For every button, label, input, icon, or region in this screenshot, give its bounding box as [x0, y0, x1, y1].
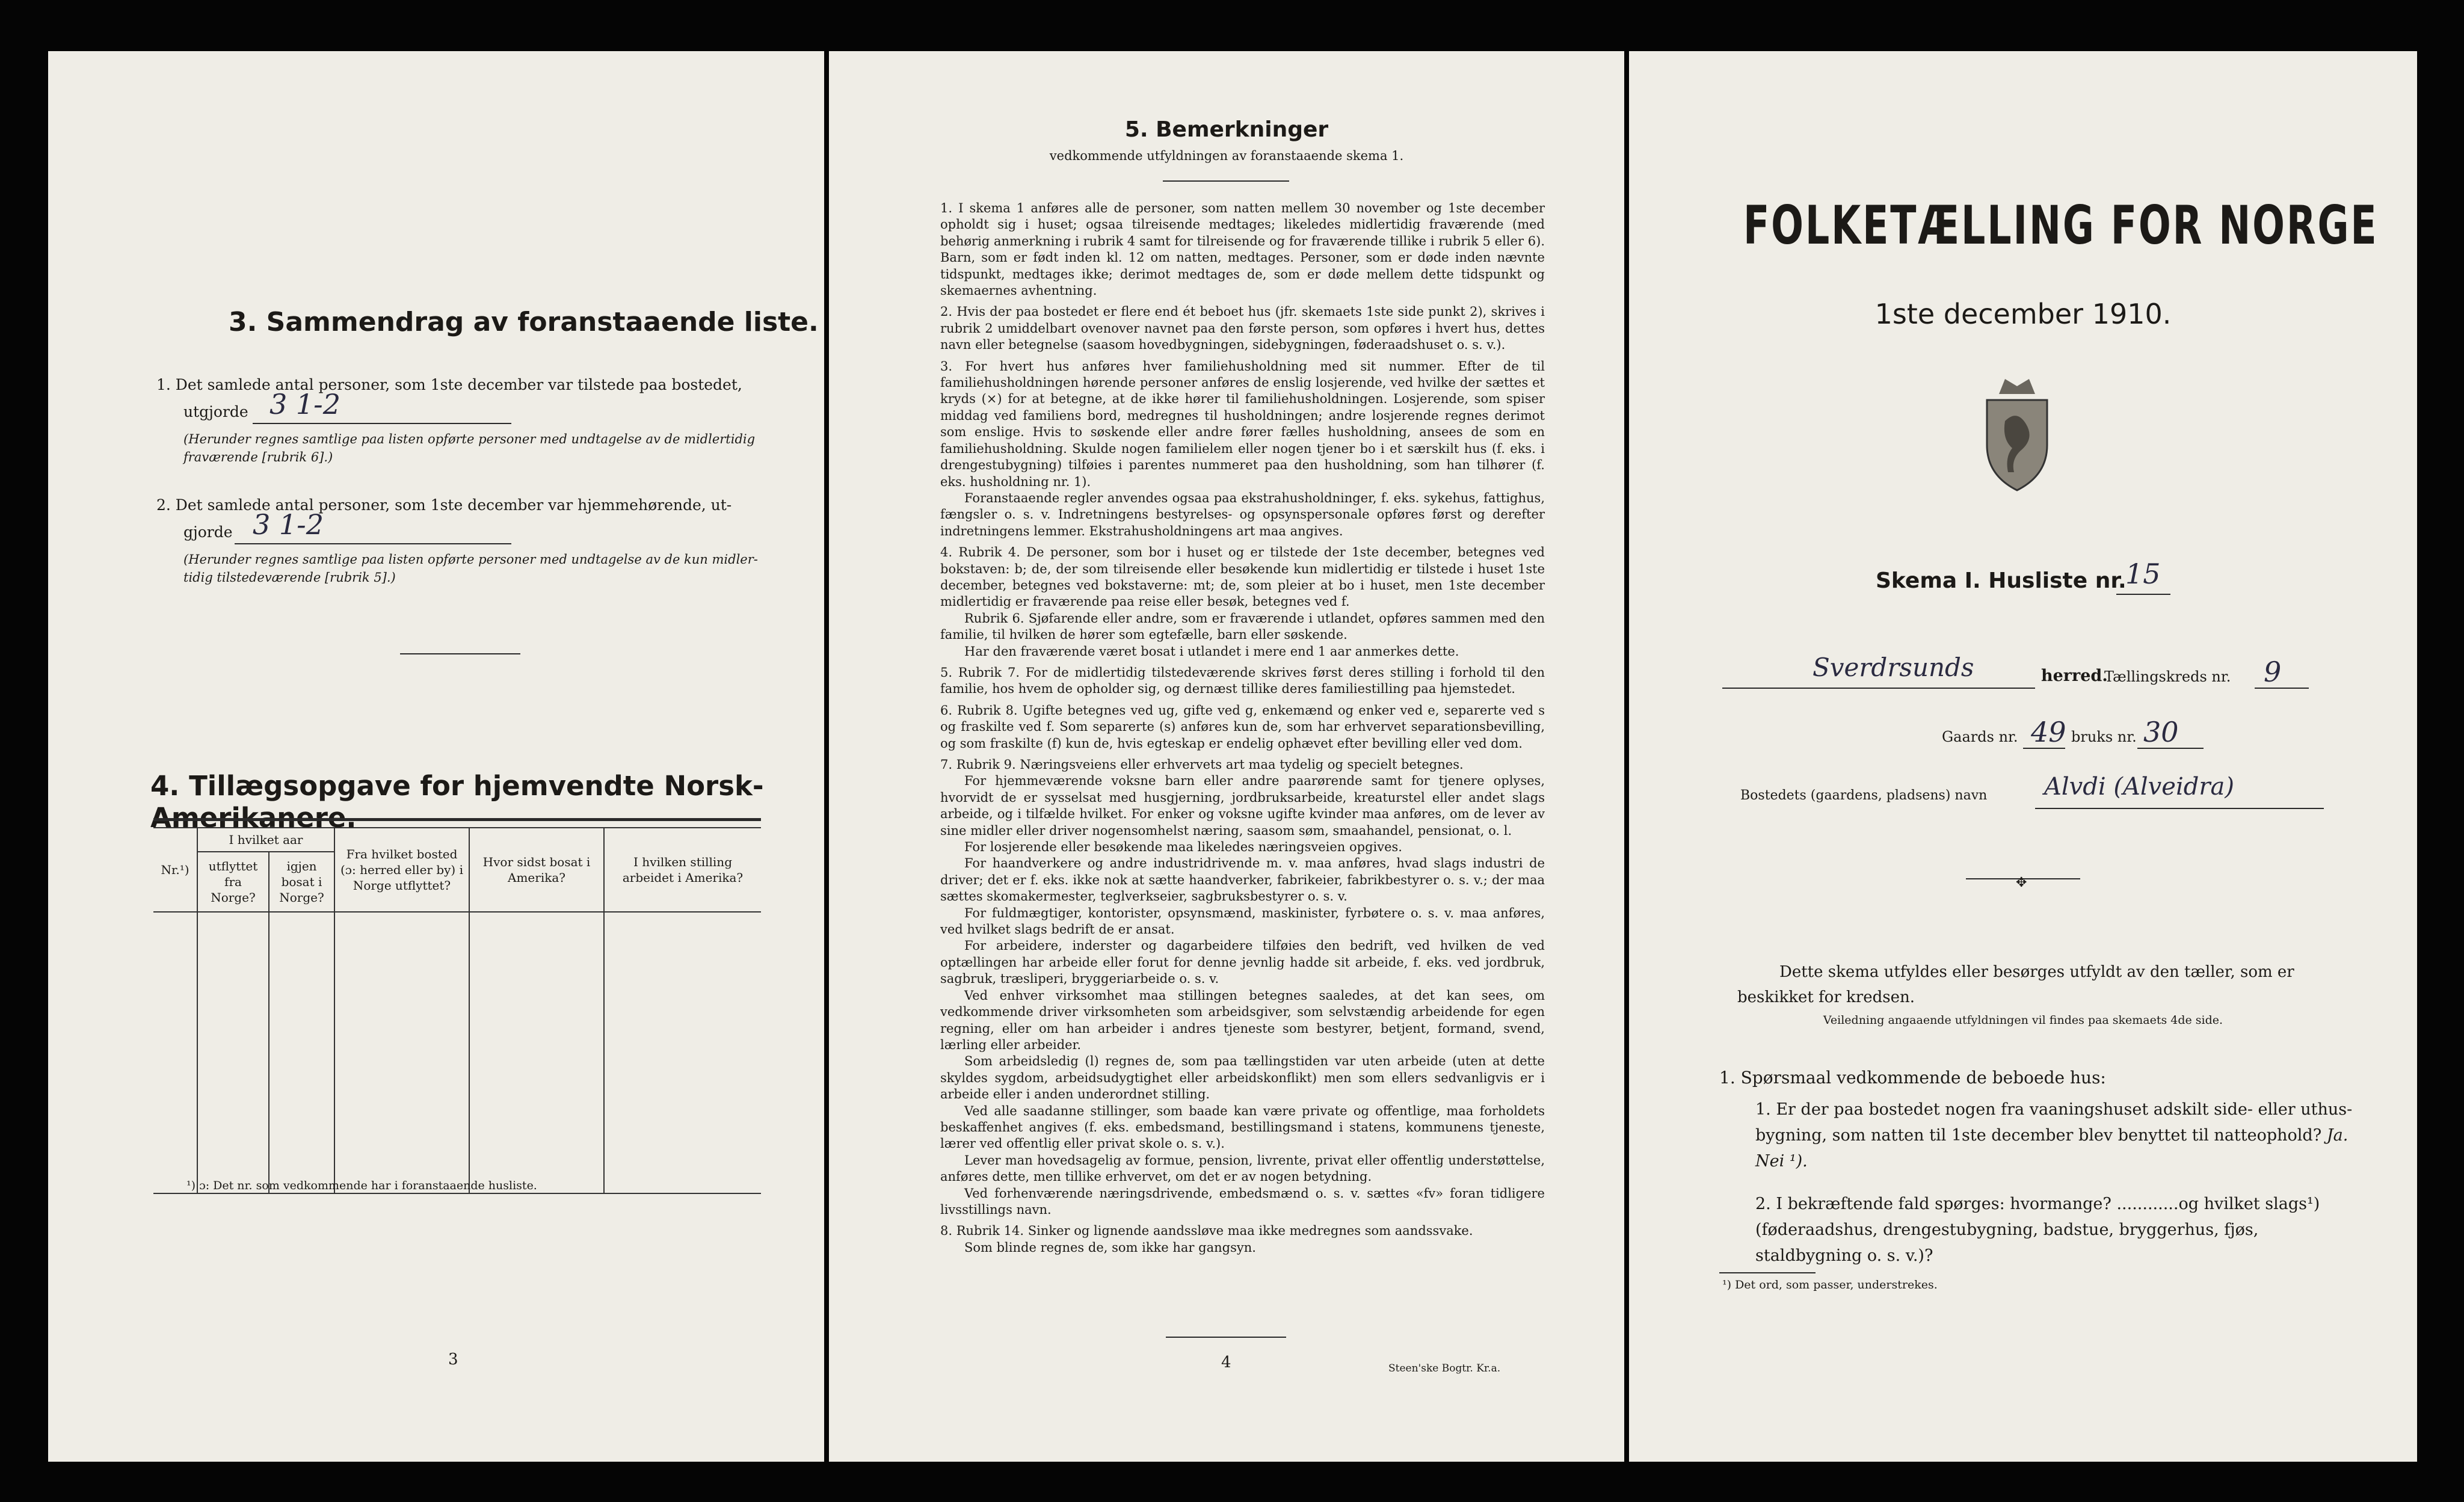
gaards-label: Gaards nr. [1942, 728, 2018, 745]
remark-paragraph: 4. Rubrik 4. De personer, som bor i huset og er tilstede der 1ste december, betegnes ved bokstaven: b; de, der som tilreisende eller besøkende kun midlertidig er tilstede i huset 1ste december, betegnes ved bokstaverne: mt; de, som pleier at bo i huset, men 1ste december midlertidig er fraværende paa reise eller besøk, betegnes ved f. [940, 545, 1545, 609]
bosted-label: Bostedets (gaardens, pladsens) navn [1740, 788, 1988, 803]
table-top-rule [153, 818, 761, 821]
remark-paragraph: Lever man hovedsagelig av formue, pension, livrente, privat eller offentlig understøttelse, anføres dette, men tillike erhvervet, om det er av nogen betydning. [940, 1153, 1545, 1184]
remark-paragraph: 2. Hvis der paa bostedet er flere end ét beboet hus (jfr. skemaets 1ste side punkt 2), skrives i rubrik 2 umiddelbart ovenover navnet paa den første person, som opføres i hvert hus, dettes navn eller betegnelse (saasom hovedbygningen, sidebygningen, føderaadshuset o. s. v.). [940, 304, 1545, 352]
skema-label: Skema I. Husliste nr. [1876, 568, 2127, 593]
remark-paragraph: For losjerende eller besøkende maa likeledes næringsveien opgives. [964, 840, 1402, 855]
herred-label: herred. [2041, 666, 2108, 685]
remark-paragraph: 8. Rubrik 14. Sinker og lignende aandssløve maa ikke medregnes som aandssvake. [940, 1223, 1473, 1239]
col-from-where: Fra hvilket bosted (ɔ: herred eller by) i Norge utflyttet? [334, 828, 469, 912]
census-title: FOLKETÆLLING FOR NORGE [1743, 194, 2379, 256]
remark-paragraph: For haandverkere og andre industridrivende m. v. maa anføres, hvad slags industri de driver; det er f. eks. ikke nok at sætte haandverker, fabrikeier, fabrikbestyrer o. s. v.; der maa sættes skomakermester, teglverkseier, sagbruksbestyrer o. s. v. [940, 856, 1545, 904]
bruks-label: bruks nr. [2071, 728, 2137, 745]
remark-paragraph: 5. Rubrik 7. For de midlertidig tilstedeværende skrives først deres stilling i forhold til den familie, hos hvem de opholder sig, og dernæst tillike deres familiestilling paa hjemstedet. [940, 665, 1545, 697]
col-last-where: Hvor sidst bosat i Amerika? [469, 828, 604, 912]
page-number: 4 [1221, 1353, 1231, 1371]
item-1-note-1: (Herunder regnes samtlige paa listen opførte personer med undtagelse av de midlertidig [183, 432, 756, 446]
remark-paragraph: Foranstaaende regler anvendes ogsaa paa ekstrahusholdninger, f. eks. sykehus, fattighus, fængsler o. s. v. Indretningens bestyrelses- og opsynspersonale opføres først og derefter indretningens lemmer. Ekstrahusholdningens art maa angives. [940, 490, 1545, 538]
page-number: 3 [448, 1350, 458, 1368]
item-2-note-2: tidig tilstedeværende [rubrik 5].) [183, 570, 396, 585]
bosted-value: Alvdi (Alveidra) [2044, 773, 2234, 801]
ornament-icon: ✥ [2016, 875, 2027, 890]
item-2-underline [235, 543, 511, 544]
gaards-value: 49 [2031, 716, 2066, 748]
skema-number: 15 [2125, 558, 2161, 590]
intro-text: Dette skema utfyldes eller besørges utfyldt av den tæller, som er beskikket for kredsen. [1737, 963, 2294, 1006]
item-2-value: 3 1-2 [253, 508, 324, 541]
intro-note: Veiledning angaaende utfyldningen vil findes paa skemaets 4de side. [1823, 1014, 2223, 1027]
remark-paragraph: Rubrik 6. Sjøfarende eller andre, som er fraværende i utlandet, opføres sammen med den familie, til hvilken de hører som egtefælle, barn eller søskende. [940, 611, 1545, 642]
herred-value: Sverdrsunds [1813, 653, 1974, 682]
table-row [153, 912, 761, 1193]
bruks-value: 30 [2143, 716, 2179, 748]
question-2: 2. I bekræftende fald spørges: hvormange? ............og hvilket slags¹) (føderaadshus, drengestubygning, badstue, bryggerhus, fjøs, staldbygning o. s. v.)? [1755, 1195, 2320, 1265]
remark-paragraph: Ved forhenværende næringsdrivende, embedsmænd o. s. v. sættes «fv» foran tidligere livsstillings navn. [940, 1186, 1545, 1217]
census-date: 1ste december 1910. [1874, 298, 2172, 330]
remark-paragraph: Har den fraværende været bosat i utlandet i mere end 1 aar anmerkes dette. [964, 644, 1459, 659]
item-1-label: utgjorde [183, 403, 248, 420]
col-emigrated: utflyttet fra Norge? [197, 852, 269, 912]
remark-paragraph: Ved enhver virksomhet maa stillingen betegnes saaledes, at det kan sees, om vedkommende driver virksomheten som arbeidsgiver, som selvstændig arbeidende for egen regning, eller om han arbeider i andres tjeneste som bestyrer, betjent, formand, svend, lærling eller arbeider. [940, 988, 1545, 1052]
item-1-underline [253, 423, 511, 424]
item-2-text: 2. Det samlede antal personer, som 1ste december var hjemmehørende, ut- [156, 496, 732, 514]
remark-paragraph: Ved alle saadanne stillinger, som baade kan være private og offentlige, maa forholdets beskaffenhet angives (f. eks. embedsmand, bestillingsmand i statens, kommunens tjeneste, lærer ved offentlig eller privat skole o. s. v.). [940, 1103, 1545, 1151]
col-position: I hvilken stilling arbeidet i Amerika? [604, 828, 761, 912]
gaards-underline [2023, 748, 2065, 749]
subtitle-rule [1163, 180, 1289, 182]
bruks-underline [2137, 748, 2204, 749]
item-1-text: 1. Det samlede antal personer, som 1ste december var tilstede paa bostedet, [156, 376, 742, 393]
bosted-underline [2035, 808, 2324, 809]
kreds-underline [2255, 688, 2309, 689]
footnote: ¹) ɔ: Det nr. som vedkommende har i foranstaaende husliste. [186, 1179, 537, 1192]
remark-paragraph: Som blinde regnes de, som ikke har gangsyn. [964, 1240, 1256, 1255]
remarks-title: 5. Bemerkninger [1124, 117, 1329, 142]
cover-page [1629, 51, 2417, 1462]
skema-number-underline [2116, 594, 2170, 595]
printer-mark: Steen'ske Bogtr. Kr.a. [1388, 1362, 1501, 1374]
remark-paragraph: For hjemmeværende voksne barn eller andre paarørende samt for tjenere oplyses, hvorvidt de er sysselsat med husgjerning, jordbruksarbeide, kreaturstel eller andet slags arbeide, og i tilfælde hvilket. For enker og voksne ugifte kvinder maa anføres, om de lever av sine midler eller driver nogensomhelst næring, saasom søm, smaahandel, pensionat, o. l. [940, 774, 1545, 838]
section-4-title: 4. Tillægsopgave for hjemvendte Norsk-Amerikanere. [150, 770, 764, 834]
divider [400, 653, 520, 654]
remarks-list [940, 195, 1545, 1256]
item-2-note-1: (Herunder regnes samtlige paa listen opførte personer med undtagelse av de kun midler- [183, 552, 758, 567]
remark-paragraph: 7. Rubrik 9. Næringsveiens eller erhvervets art maa tydelig og specielt betegnes. [940, 757, 1464, 772]
herred-underline [1722, 688, 2035, 689]
norsk-amerikanere-table [153, 827, 761, 1194]
kreds-value: 9 [2264, 656, 2282, 688]
remark-paragraph: 1. I skema 1 anføres alle de personer, som natten mellem 30 november og 1ste december opholdt sig i huset; ogsaa tilreisende medtages; likeledes midlertidig fraværende (med behørig anmerkning i rubrik 4 samt for tilreisende og for fraværende tillike i rubrik 5 eller 6). Barn, som er født inden kl. 12 om natten, medtages. Personer, som er døde inden nævnte tidspunkt, medtages ikke; derimot medtages de, som er døde mellem dette tidspunkt og skemaernes avhentning. [940, 201, 1545, 298]
page-4-remarks [829, 51, 1624, 1462]
questions-title: 1. Spørsmaal vedkommende de beboede hus: [1719, 1068, 2106, 1088]
page-3-summary [48, 51, 824, 1462]
col-nr: Nr.¹) [153, 828, 197, 912]
footnote: ¹) Det ord, som passer, understrekes. [1722, 1278, 1938, 1291]
remark-paragraph: For fuldmægtiger, kontorister, opsynsmænd, maskinister, fyrbøtere o. s. v. maa anføres, ved hvilket slags bedrift de er ansat. [940, 905, 1545, 937]
remark-paragraph: For arbeidere, inderster og dagarbeidere tilføies den bedrift, ved hvilken de ved optællingen har arbeide eller forut for denne jevnlig hadde sit arbeide, f. eks. ved jordbruk, sagbruk, træsliperi, bryggeriarbeide o. s. v. [940, 938, 1545, 986]
item-1-value: 3 1-2 [270, 388, 340, 420]
coat-of-arms-icon [1969, 373, 2065, 493]
question-1-answer: Ja. Nei ¹). [1755, 1126, 2348, 1171]
kreds-label: Tællingskreds nr. [2104, 668, 2231, 685]
remark-paragraph: 6. Rubrik 8. Ugifte betegnes ved ug, gifte ved g, enkemænd og enker ved e, separerte ved s og fraskilte ved f. Som separerte (s) anføres kun de, som har erhvervet separationsbevilling, og som fraskilte (f) kun de, hvis egteskap er endelig ophævet efter bevilling eller ved dom. [940, 703, 1545, 751]
col-group-year: I hvilket aar [197, 828, 334, 852]
remarks-subtitle: vedkommende utfyldningen av foranstaaende skema 1. [1049, 149, 1404, 163]
item-2-label: gjorde [183, 523, 233, 541]
footnote-rule [1719, 1272, 1816, 1273]
remark-paragraph: Som arbeidsledig (l) regnes de, som paa tællingstiden var uten arbeide (uten at dette skyldes sygdom, arbeidsudygtighet eller arbeidskonflikt) men som ellers sedvanligvis er i arbeide eller i anden underordnet stilling. [940, 1054, 1545, 1102]
remark-paragraph: 3. For hvert hus anføres hver familiehusholdning med sit nummer. Efter de til familiehusholdningen hørende personer anføres de enslig losjerende, ved hvilke der sættes et kryds (×) for at betegne, at de ikke hører til familiehusholdningen. Losjerende, som spiser middag ved familiens bord, medregnes til husholdningen; andre losjerende regnes derimot som enslige. Hvis to søskende eller andre fører fælles husholdning, ansees de som en familiehusholdning. Skulde nogen familielem eller nogen tjener bo i et særskilt hus (f. eks. i drengestubygning) tilføies i parentes nummeret paa den husholdning, som han tilhører (f. eks. husholdning nr. 1). [940, 359, 1545, 489]
col-returned: igjen bosat i Norge? [269, 852, 334, 912]
section-3-title: 3. Sammendrag av foranstaaende liste. [229, 307, 819, 337]
question-1: 1. Er der paa bostedet nogen fra vaaningshuset adskilt side- eller uthus-bygning, som natten til 1ste december blev benyttet til natteophold? Ja. Nei ¹). [1755, 1100, 2353, 1171]
end-rule [1166, 1337, 1286, 1338]
item-1-note-2: fraværende [rubrik 6].) [183, 450, 333, 464]
